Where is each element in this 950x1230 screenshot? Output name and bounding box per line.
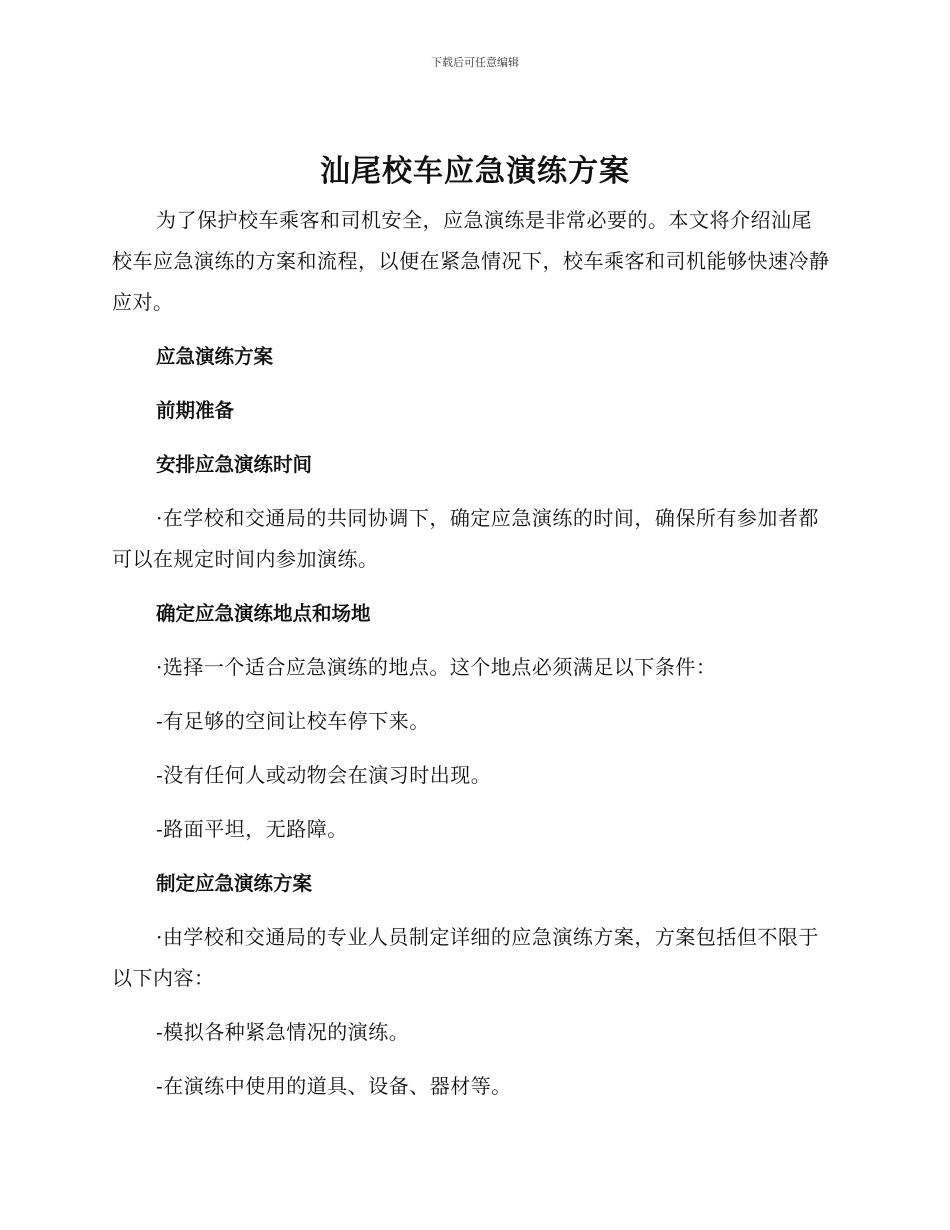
- list-item: -路面平坦，无路障。: [156, 817, 348, 841]
- item-heading-location: 确定应急演练地点和场地: [156, 602, 371, 625]
- item-paragraph-schedule: ·在学校和交通局的共同协调下，确定应急演练的时间，确保所有参加者都可以在规定时间内参加演练。: [112, 506, 819, 571]
- list-item: -有足够的空间让校车停下来。: [156, 709, 430, 733]
- list-item: -在演练中使用的道具、设备、器材等。: [156, 1074, 512, 1098]
- list-item: -没有任何人或动物会在演习时出现。: [156, 763, 492, 787]
- item-heading-plan: 制定应急演练方案: [156, 872, 313, 895]
- list-item: -模拟各种紧急情况的演练。: [156, 1020, 410, 1044]
- item-paragraph-plan: ·由学校和交通局的专业人员制定详细的应急演练方案，方案包括但不限于以下内容：: [112, 925, 819, 990]
- intro-paragraph: 为了保护校车乘客和司机安全，应急演练是非常必要的。本文将介绍汕尾校车应急演练的方案和流程，以便在紧急情况下，校车乘客和司机能够快速冷静应对。: [112, 208, 830, 314]
- item-heading-schedule: 安排应急演练时间: [156, 453, 313, 476]
- document-title: 汕尾校车应急演练方案: [320, 154, 630, 189]
- page-header-note: 下载后可任意编辑: [431, 56, 519, 69]
- subsection-heading-prep: 前期准备: [156, 399, 235, 422]
- section-heading: 应急演练方案: [156, 345, 274, 368]
- item-paragraph-location: ·选择一个适合应急演练的地点。这个地点必须满足以下条件：: [156, 655, 717, 679]
- document-body: [112, 200, 830, 1120]
